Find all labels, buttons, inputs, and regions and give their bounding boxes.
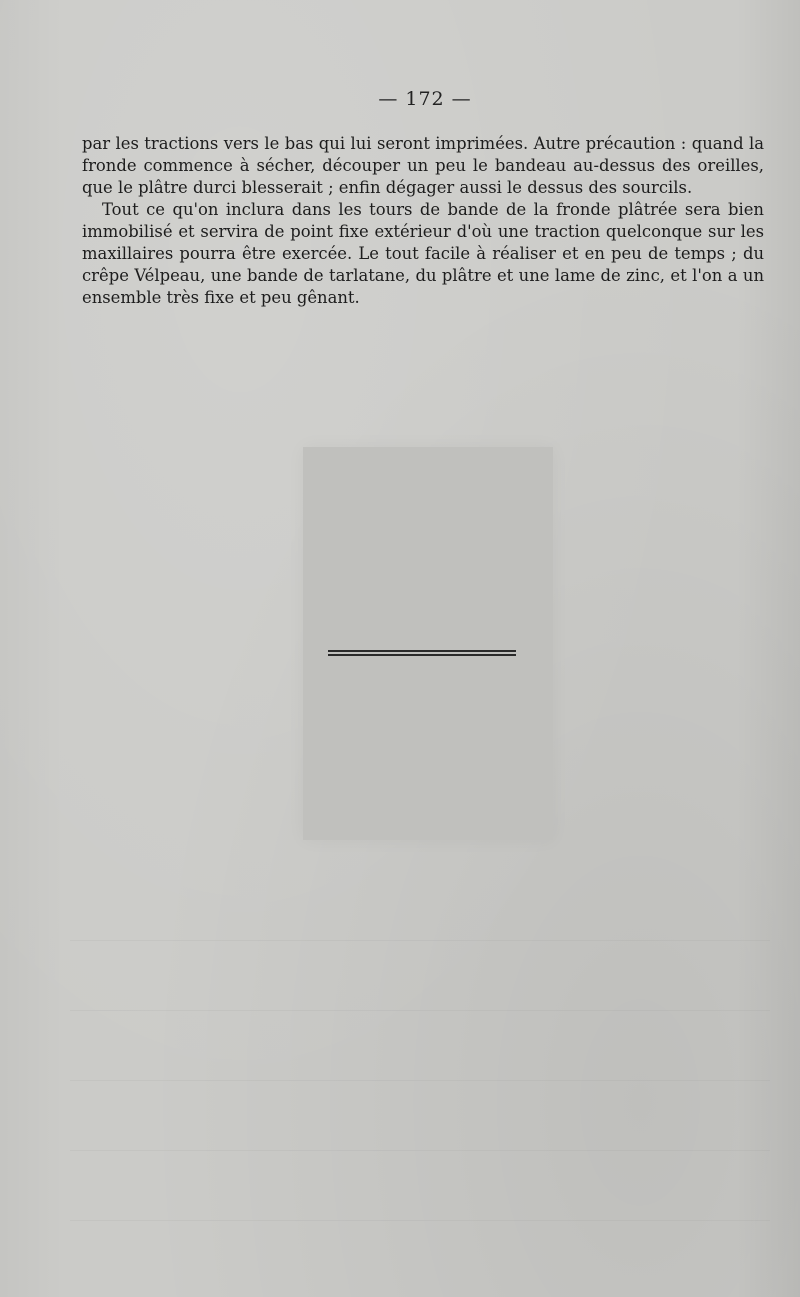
- paragraph-1: par les tractions vers le bas qui lui seront imprimées. Autre précaution : quand la fronde commence à sécher, découper un peu le bandeau au-dessus des oreilles, que le plâtre durci blesserait ; enfin dégager aussi le dessus des sourcils.: [82, 134, 764, 197]
- body-text: [82, 133, 764, 309]
- show-through-line: [70, 940, 770, 941]
- page-number: — 172 —: [378, 88, 472, 110]
- show-through-line: [70, 1220, 770, 1221]
- show-through-line: [70, 1150, 770, 1151]
- section-rule-top: [328, 650, 516, 652]
- paragraph-2: Tout ce qu'on inclura dans les tours de bande de la fronde plâtrée sera bien immobilisé et servira de point fixe extérieur d'où une traction quelconque sur les maxillaires pourra être exercée. Le tout facile à réaliser et en peu de temps ; du crêpe Vélpeau, une bande de tarlatane, du plâtre et une lame de zinc, et l'on a un ensemble très fixe et peu gênant.: [82, 200, 764, 307]
- section-rule-bottom: [328, 654, 516, 656]
- blank-figure-area: [303, 447, 553, 840]
- show-through-line: [70, 1010, 770, 1011]
- show-through-line: [70, 1080, 770, 1081]
